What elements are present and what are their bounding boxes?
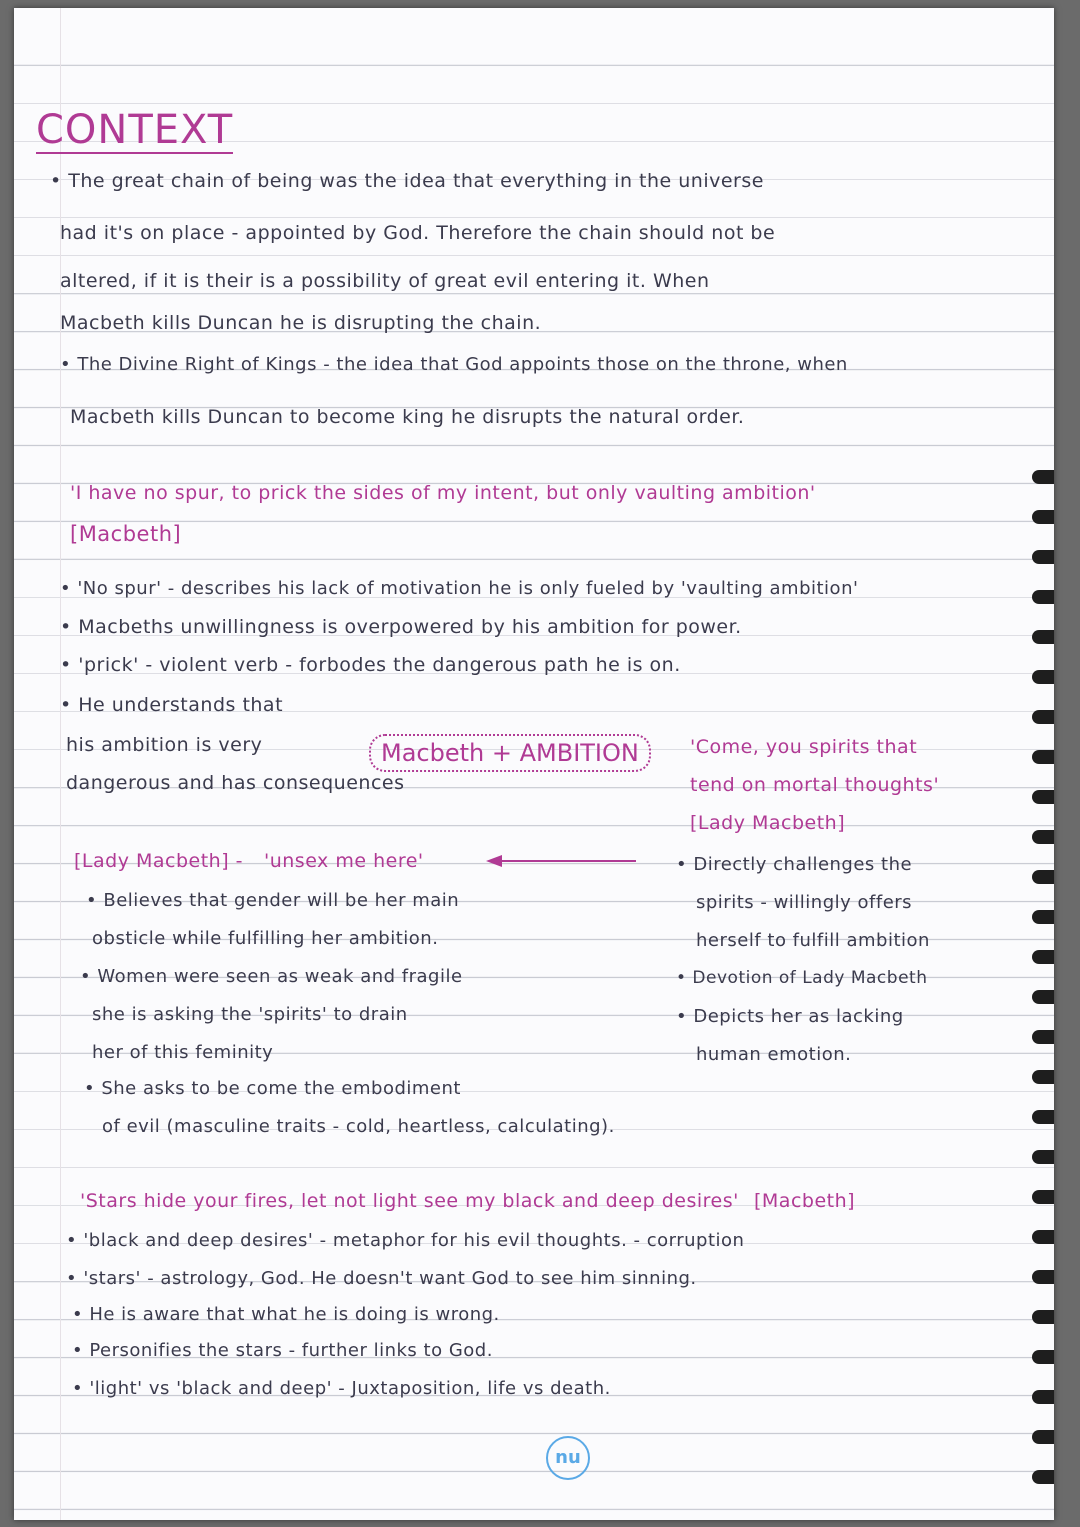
spiral-ring xyxy=(1032,710,1054,724)
spiral-ring xyxy=(1032,870,1054,884)
spiral-ring xyxy=(1032,910,1054,924)
spiral-ring xyxy=(1032,1310,1054,1324)
spiral-ring xyxy=(1032,1230,1054,1244)
analysis-note: his ambition is very xyxy=(66,734,263,756)
context-line: • The great chain of being was the idea that everything in the universe xyxy=(50,170,764,192)
arrow-icon xyxy=(486,854,636,868)
analysis-note: • Believes that gender will be her main xyxy=(86,890,460,911)
spiral-ring xyxy=(1032,750,1054,764)
analysis-note: of evil (masculine traits - cold, heartless, calculating). xyxy=(102,1116,615,1137)
spiral-ring xyxy=(1032,510,1054,524)
analysis-note: • Directly challenges the xyxy=(676,854,913,875)
analysis-note: obsticle while fulfilling her ambition. xyxy=(92,928,439,949)
analysis-note: spirits - willingly offers xyxy=(696,892,913,913)
spiral-ring xyxy=(1032,990,1054,1004)
spiral-ring xyxy=(1032,590,1054,604)
context-line: • The Divine Right of Kings - the idea that God appoints those on the throne, when xyxy=(60,354,848,375)
analysis-note: • Macbeths unwillingness is overpowered by his ambition for power. xyxy=(60,616,742,638)
quote-speaker: [Macbeth] xyxy=(70,522,182,546)
quote-come-you-spirits: tend on mortal thoughts' xyxy=(690,774,940,796)
spiral-ring xyxy=(1032,630,1054,644)
spiral-ring xyxy=(1032,1070,1054,1084)
analysis-note: her of this feminity xyxy=(92,1042,274,1063)
analysis-note: • 'prick' - violent verb - forbodes the dangerous path he is on. xyxy=(60,654,681,676)
theme-bubble: Macbeth + AMBITION xyxy=(369,734,651,772)
analysis-note: • Depicts her as lacking xyxy=(676,1006,904,1027)
spiral-ring xyxy=(1032,1110,1054,1124)
analysis-note: human emotion. xyxy=(696,1044,852,1065)
quote-stars-hide-your-fires: 'Stars hide your fires, let not light see my black and deep desires' xyxy=(80,1190,739,1212)
notebook-page xyxy=(14,8,1054,1520)
spiral-ring xyxy=(1032,1390,1054,1404)
spiral-ring xyxy=(1032,470,1054,484)
analysis-note: • 'light' vs 'black and deep' - Juxtaposition, life vs death. xyxy=(72,1378,611,1399)
analysis-note: • He understands that xyxy=(60,694,284,716)
analysis-note: • 'stars' - astrology, God. He doesn't want God to see him sinning. xyxy=(66,1268,697,1289)
quote-speaker: [Macbeth] xyxy=(754,1190,856,1212)
analysis-note: dangerous and has consequences xyxy=(66,772,405,794)
spiral-ring xyxy=(1032,1150,1054,1164)
analysis-note: • Personifies the stars - further links to God. xyxy=(72,1340,493,1361)
analysis-note: • 'No spur' - describes his lack of motivation he is only fueled by 'vaulting ambition' xyxy=(60,578,859,599)
analysis-note: • Devotion of Lady Macbeth xyxy=(676,968,928,988)
quote-speaker: [Lady Macbeth] xyxy=(690,812,846,834)
quote-vaulting-ambition: 'I have no spur, to prick the sides of my intent, but only vaulting ambition' xyxy=(70,482,816,504)
spiral-ring xyxy=(1032,670,1054,684)
context-line: Macbeth kills Duncan to become king he disrupts the natural order. xyxy=(70,406,745,428)
quote-come-you-spirits: 'Come, you spirits that xyxy=(690,736,918,758)
analysis-note: • He is aware that what he is doing is wrong. xyxy=(72,1304,500,1325)
context-line: Macbeth kills Duncan he is disrupting the chain. xyxy=(60,312,542,334)
quote-unsex-me-here: 'unsex me here' xyxy=(264,850,424,872)
quote-speaker: [Lady Macbeth] - xyxy=(74,850,244,872)
analysis-note: • Women were seen as weak and fragile xyxy=(80,966,463,987)
spiral-ring xyxy=(1032,950,1054,964)
spiral-ring xyxy=(1032,1190,1054,1204)
spiral-ring xyxy=(1032,1030,1054,1044)
analysis-note: herself to fulfill ambition xyxy=(696,930,930,951)
context-line: altered, if it is their is a possibility of great evil entering it. When xyxy=(60,270,710,292)
spiral-ring xyxy=(1032,790,1054,804)
analysis-note: • 'black and deep desires' - metaphor for his evil thoughts. - corruption xyxy=(66,1230,745,1251)
spiral-ring xyxy=(1032,1270,1054,1284)
spiral-ring xyxy=(1032,1430,1054,1444)
spiral-ring xyxy=(1032,1470,1054,1484)
spiral-ring xyxy=(1032,550,1054,564)
spiral-ring xyxy=(1032,830,1054,844)
analysis-note: she is asking the 'spirits' to drain xyxy=(92,1004,408,1025)
spiral-ring xyxy=(1032,1350,1054,1364)
context-line: had it's on place - appointed by God. Therefore the chain should not be xyxy=(60,222,776,244)
page-title: CONTEXT xyxy=(36,107,234,153)
nu-logo: nu xyxy=(546,1436,590,1480)
analysis-note: • She asks to be come the embodiment xyxy=(84,1078,461,1099)
